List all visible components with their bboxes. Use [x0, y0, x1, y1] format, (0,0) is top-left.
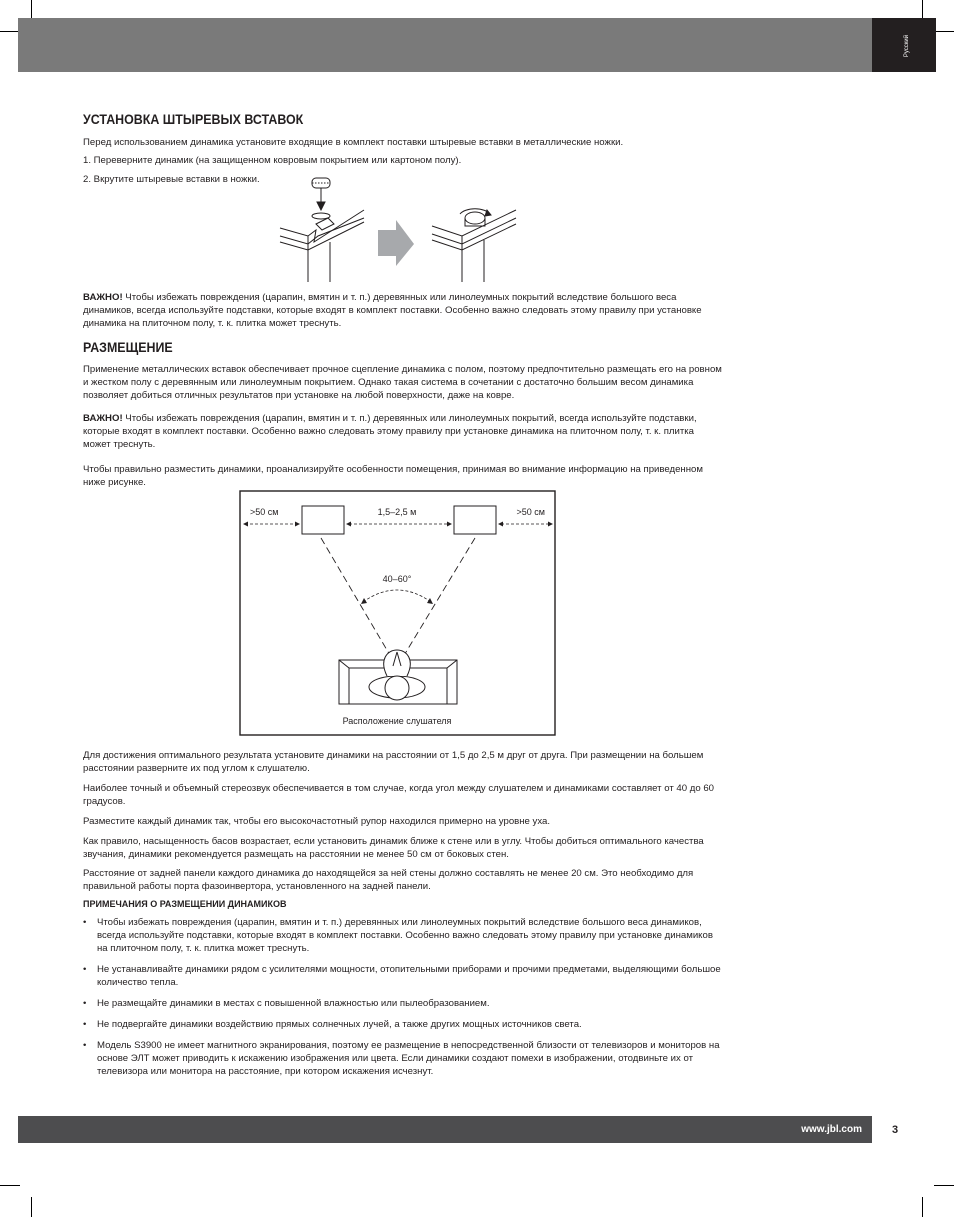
- placement-bass-text: Как правило, насыщенность басов возрастает, если установить динамик ближе к стене или в углу. Чтобы добиться оптимального качества звучания, динамики рекомендуется размещать на расстоянии не менее 50 см от боковых стен.: [83, 836, 704, 860]
- placement-angle-text: Наиболее точный и объемный стереозвук обеспечивается в том случае, когда угол между слушателем и динамиками составляет от 40 до 60 градусов.: [83, 783, 715, 807]
- important-label: ВАЖНО!: [83, 413, 123, 424]
- crop-mark: [934, 1185, 954, 1186]
- header-bar: [18, 18, 872, 72]
- placement-distance-text: Для достижения оптимального результата установите динамики на расстоянии от 1,5 до 2,5 м друг от друга. При размещении на большем расстоянии разверните их под углом к слушателю.: [83, 750, 704, 774]
- crop-mark: [934, 31, 954, 32]
- crop-mark: [922, 1197, 923, 1217]
- left-speaker: [302, 506, 344, 534]
- spike-install-illustration: [278, 170, 520, 284]
- listener-position-label: Расположение слушателя: [342, 716, 452, 726]
- right-speaker: [454, 506, 496, 534]
- placement-important-note: [83, 412, 723, 451]
- crop-mark: [31, 1197, 32, 1217]
- spikes-important-note: [83, 291, 723, 330]
- important-text: Чтобы избежать повреждения (царапин, вмятин и т. п.) деревянных или линолеумных покрытий, всегда используйте подставки, которые входят в комплект поставки. Особенно важно следовать этому правилу при установке динамика на плиточном полу, т. к. плитка может треснуть.: [83, 413, 697, 450]
- placement-diagram-intro: Чтобы правильно разместить динамики, проанализируйте особенности помещения, принимая во внимание информацию на приведенном ниже рисунке.: [83, 464, 703, 488]
- crop-mark: [0, 31, 20, 32]
- listener-head-icon: [385, 676, 409, 700]
- list-item: • Не размещайте динамики в местах с повышенной влажностью или пылеобразованием.: [83, 997, 723, 1010]
- important-text: Чтобы избежать повреждения (царапин, вмятин и т. п.) деревянных или линолеумных покрытий вследствие большого веса динамиков, всегда используйте подставки, которые входят в комплект поставки. Особенно важно следовать этому правилу при установке динамика на плиточном полу, т. к. плитка может треснуть.: [83, 292, 702, 329]
- right-wall-gap-label: >50 см: [516, 507, 545, 517]
- left-wall-gap-label: >50 см: [250, 507, 279, 517]
- angle-label: 40–60°: [382, 574, 412, 584]
- website-link[interactable]: www.jbl.com: [801, 1124, 862, 1135]
- speaker-gap-label: 1,5–2,5 м: [377, 507, 417, 517]
- spikes-intro: Перед использованием динамика установите входящие в комплект поставки штыревые вставки в металлические ножки.: [83, 137, 624, 148]
- placement-intro: Применение металлических вставок обеспечивает прочное сцепление динамика с полом, поэтому предпочтительно размещать его на ровном и жестком полу с деревянным или линолеумным покрытием. Однако такая система в сочетании с достаточно большим весом динамика позволяет добиться отличных результатов при установке на любой поверхности, даже на ковре.: [83, 364, 722, 401]
- spikes-step-1: 1. Переверните динамик (на защищенном ковровым покрытием или картоном полу).: [83, 155, 462, 166]
- placement-ear-level-text: Разместите каждый динамик так, чтобы его высокочастотный рупор находился примерно на уровне уха.: [83, 816, 551, 827]
- notes-list: [83, 916, 723, 1086]
- list-item: • Не подвергайте динамики воздействию прямых солнечных лучей, а также других мощных источников света.: [83, 1018, 723, 1031]
- list-item: • Модель S3900 не имеет магнитного экранирования, поэтому ее размещение в непосредственной близости от телевизоров и мониторов на основе ЭЛТ может приводить к искажению изображения или цвета. Если динамики создают помехи в изображении, отодвиньте их от телевизора или монитора на расстояние, при котором искажения исчезнут.: [83, 1039, 723, 1078]
- important-label: ВАЖНО!: [83, 292, 123, 303]
- list-item: • Чтобы избежать повреждения (царапин, вмятин и т. п.) деревянных или линолеумных покрытий вследствие большого веса динамиков, всегда используйте подставки, которые входят в комплект поставки. Особенно важно следовать этому правилу при установке динамиков на плиточном полу, т. к. плитка может треснуть.: [83, 916, 723, 955]
- section-title-spikes: УСТАНОВКА ШТЫРЕВЫХ ВСТАВОК: [83, 112, 304, 127]
- placement-rear-wall-text: Расстояние от задней панели каждого динамика до находящейся за ней стены должно составлять не менее 20 см. Это необходимо для правильной работы порта фазоинвертора, установленного на задней панели.: [83, 868, 694, 892]
- crop-mark: [31, 0, 32, 20]
- language-label: Русский: [904, 34, 910, 58]
- section-title-placement: РАЗМЕЩЕНИЕ: [83, 340, 173, 355]
- list-item: • Не устанавливайте динамики рядом с усилителями мощности, отопительными приборами и прочими предметами, выделяющими большое количество тепла.: [83, 963, 723, 989]
- notes-title: ПРИМЕЧАНИЯ О РАЗМЕЩЕНИИ ДИНАМИКОВ: [83, 899, 287, 909]
- spikes-step-2: 2. Вкрутите штыревые вставки в ножки.: [83, 174, 260, 185]
- crop-mark: [922, 0, 923, 20]
- crop-mark: [0, 1185, 20, 1186]
- page-number: 3: [891, 1123, 899, 1136]
- speaker-placement-diagram: [239, 490, 557, 737]
